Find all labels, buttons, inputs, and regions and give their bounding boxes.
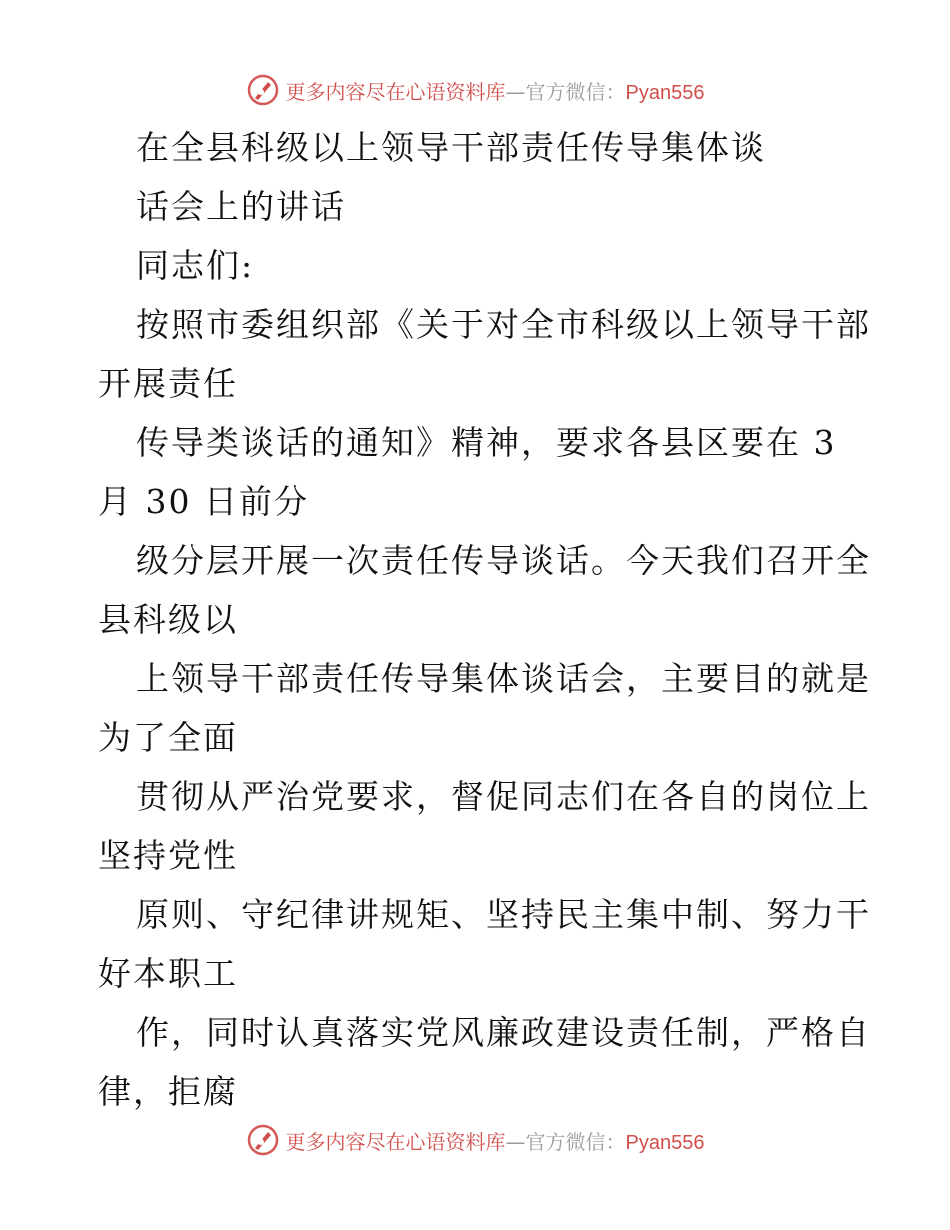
text-line: 作，同时认真落实党风廉政建设责任制，严格自 [136,1013,871,1052]
watermark-wechat-label: 官方微信： [525,79,626,104]
watermark-wechat-id: Pyan556 [625,1131,705,1154]
text-line: 律，拒腐 [98,1072,238,1111]
text-line: 级分层开展一次责任传导谈话。今天我们召开全 [136,541,871,580]
watermark-main: 更多内容尽在心语资料库 [285,1129,506,1154]
text-line: 月 30 日前分 [98,482,309,521]
text-line: 贯彻从严治党要求，督促同志们在各自的岗位上 [136,777,871,816]
text-line: 话会上的讲话 [136,187,346,226]
header-watermark [0,70,950,110]
watermark-wechat-label: 官方微信： [525,1129,626,1154]
watermark-separator: — [505,1129,526,1154]
text-line: 在全县科级以上领导干部责任传导集体谈 [136,128,766,167]
text-line: 县科级以 [98,600,238,639]
footer-watermark [0,1120,950,1160]
text-line: 好本职工 [98,954,238,993]
text-line: 传导类谈话的通知》精神，要求各县区要在 3 [136,423,837,462]
watermark-text [286,1126,705,1155]
quill-logo-icon [246,73,280,107]
text-line: 原则、守纪律讲规矩、坚持民主集中制、努力干 [136,895,871,934]
text-line: 为了全面 [98,718,238,757]
quill-logo-icon [246,1123,280,1157]
text-line: 坚持党性 [98,836,238,875]
document-body [98,118,878,1121]
watermark-separator: — [505,79,526,104]
watermark-main: 更多内容尽在心语资料库 [285,79,506,104]
text-line: 按照市委组织部《关于对全市科级以上领导干部 [136,305,871,344]
text-line: 上领导干部责任传导集体谈话会，主要目的就是 [136,659,871,698]
watermark-wechat-id: Pyan556 [625,81,705,104]
watermark-text [286,76,705,105]
text-line: 开展责任 [98,364,238,403]
text-line: 同志们: [136,246,255,285]
